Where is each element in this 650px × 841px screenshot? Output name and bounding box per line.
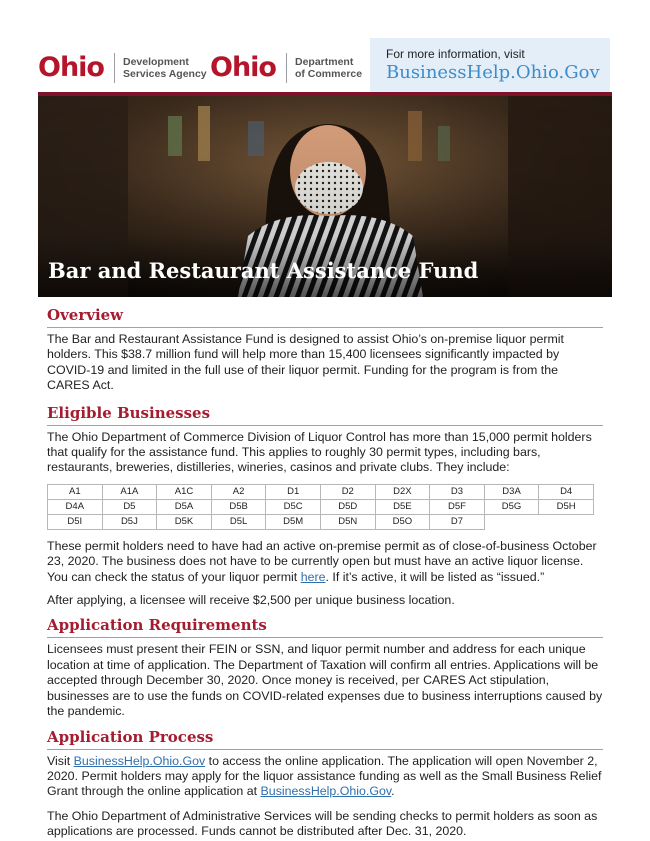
- table-cell: D5: [102, 499, 157, 514]
- overview-heading: Overview: [47, 306, 603, 328]
- agency-line-1: Department: [294, 55, 354, 68]
- process-text-start: Visit: [47, 753, 74, 768]
- table-cell: D2: [320, 484, 375, 499]
- ohio-wordmark: Ohio: [210, 52, 276, 83]
- table-cell: D5E: [375, 499, 430, 514]
- table-cell: D5F: [430, 499, 485, 514]
- eligibility-text-end: . If it’s active, it will be listed as “issued.”: [325, 569, 545, 584]
- table-cell: D5J: [102, 514, 157, 529]
- eligible-intro: The Ohio Department of Commerce Division of Liquor Control has more than 15,000 permit holders that qualify for the assistance fund. This applies to roughly 30 permit types, including bars, restaurants, breweries, distilleries, wineries, casinos and private clubs. They include:: [47, 429, 592, 475]
- requirements-text: Licensees must present their FEIN or SSN, and liquor permit number and address for each unique location at time of application. The Department of Taxation will confirm all entries. Applications will be accepted through December 30, 2020. Once money is received, per CARES Act stipulation, businesses are to use the funds on COVID-related expenses due to business interruptions caused by the pandemic.: [47, 642, 603, 719]
- table-cell: D5N: [320, 514, 375, 529]
- award-text: After applying, a licensee will receive $2,500 per unique business location.: [47, 593, 455, 608]
- table-cell: D5M: [266, 514, 321, 529]
- agency-line-2: Services Agency: [122, 67, 207, 80]
- table-cell: D5O: [375, 514, 430, 529]
- table-cell: D5D: [320, 499, 375, 514]
- table-row: [48, 484, 594, 499]
- header: [0, 0, 650, 92]
- table-cell: D5A: [157, 499, 212, 514]
- table-cell: D5L: [211, 514, 266, 529]
- page-title: Bar and Restaurant Assistance Fund: [48, 258, 479, 283]
- process-text-mid: to access the online application. The application will open November 2, 2020. Permit holders may apply for the liquor assistance funding as well as the Small Business Relief Grant through the online application at: [47, 753, 602, 799]
- hero-banner: [38, 92, 612, 297]
- table-cell: D5B: [211, 499, 266, 514]
- info-link[interactable]: BusinessHelp.Ohio.Gov: [386, 62, 600, 83]
- development-services-logo[interactable]: [38, 52, 207, 83]
- requirements-heading: Application Requirements: [47, 616, 603, 638]
- process-text-end: .: [391, 784, 395, 799]
- table-cell: D4A: [48, 499, 103, 514]
- permit-table: [47, 484, 594, 530]
- table-cell: D5G: [484, 499, 539, 514]
- table-row: [48, 514, 594, 529]
- table-cell: D1: [266, 484, 321, 499]
- table-cell: D2X: [375, 484, 430, 499]
- businesshelp-link[interactable]: BusinessHelp.Ohio.Gov: [73, 753, 206, 768]
- info-box: [370, 38, 610, 92]
- eligibility-text: These permit holders need to have had an active on-premise permit as of close-of-business October 23, 2020. The business does not have to be currently open but must have an active liquor license. You can check the status of your liquor permit: [47, 538, 597, 584]
- table-cell: A1A: [102, 484, 157, 499]
- main-content: [47, 306, 603, 840]
- agency-name: [295, 56, 362, 80]
- process-text: [47, 754, 603, 800]
- table-cell: D5H: [539, 499, 594, 514]
- logo-divider: [114, 53, 115, 83]
- table-cell: D3A: [484, 484, 539, 499]
- process-heading: Application Process: [47, 728, 603, 750]
- agency-line-2: of Commerce: [294, 67, 363, 80]
- table-cell: D5I: [48, 514, 103, 529]
- table-cell: D4: [539, 484, 594, 499]
- info-label: For more information, visit: [386, 47, 525, 61]
- eligibility-details: [47, 539, 603, 585]
- table-cell: A1: [48, 484, 103, 499]
- ohio-wordmark: Ohio: [38, 52, 104, 83]
- permit-status-link[interactable]: here: [300, 569, 326, 584]
- table-cell: D3: [430, 484, 485, 499]
- agency-name: [123, 56, 207, 80]
- table-row: [48, 499, 594, 514]
- process-funds-text: The Ohio Department of Administrative Services will be sending checks to permit holders as soon as applications are processed. Funds cannot be distributed after Dec. 31, 2020.: [47, 808, 598, 839]
- table-cell: A2: [211, 484, 266, 499]
- table-cell: D5K: [157, 514, 212, 529]
- table-cell: A1C: [157, 484, 212, 499]
- logo-divider: [286, 53, 287, 83]
- eligible-heading: Eligible Businesses: [47, 404, 603, 426]
- commerce-logo[interactable]: [210, 52, 362, 83]
- businesshelp-link-2[interactable]: BusinessHelp.Ohio.Gov: [260, 784, 392, 799]
- table-cell: D5C: [266, 499, 321, 514]
- table-cell: D7: [430, 514, 485, 529]
- overview-text: The Bar and Restaurant Assistance Fund is designed to assist Ohio’s on-premise liquor permit holders. This $38.7 million fund will help more than 15,400 licensees significantly impacted by COVID-19 and limited in the full use of their liquor permit. Funding for the program is from the CARES Act.: [47, 332, 564, 393]
- agency-line-1: Development: [122, 55, 189, 68]
